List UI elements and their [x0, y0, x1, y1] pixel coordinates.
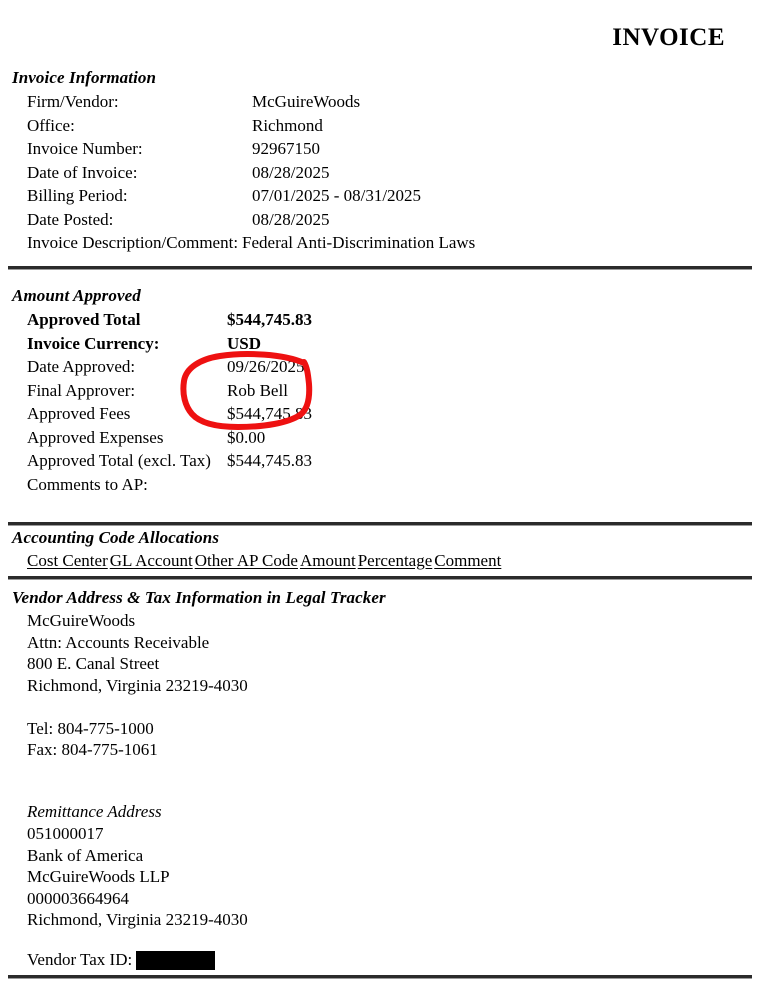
amount-approved-heading: Amount Approved	[12, 286, 141, 305]
column-header-other-ap-code: Other AP Code	[194, 551, 298, 570]
vendor-address-line: 800 E. Canal Street	[27, 654, 160, 673]
field-date-of-invoice-label: Date of Invoice:	[27, 162, 138, 182]
accounting-code-allocations-heading: Accounting Code Allocations	[12, 528, 220, 547]
vendor-address-spacer	[0, 696, 758, 718]
remittance-address-line: McGuireWoods LLP	[27, 867, 170, 886]
field-approved-total	[0, 308, 758, 332]
field-approved-total-excl-tax-value: $544,745.83	[227, 451, 312, 470]
column-header-comment: Comment	[434, 551, 502, 570]
vendor-fax: Fax: 804-775-1061	[27, 740, 158, 759]
invoice-information-heading: Invoice Information	[12, 68, 157, 87]
field-date-of-invoice	[0, 161, 758, 185]
section-divider-4	[8, 975, 752, 979]
section-divider-1	[8, 266, 752, 270]
field-invoice-description-value: Federal Anti-Discrimination Laws	[242, 233, 476, 252]
field-invoice-description-label: Invoice Description/Comment:	[27, 233, 239, 252]
field-invoice-currency-label: Invoice Currency:	[27, 333, 160, 353]
vendor-tax-id-label: Vendor Tax ID:	[27, 950, 133, 969]
field-approved-expenses-value: $0.00	[227, 427, 266, 447]
field-billing-period	[0, 184, 758, 208]
field-final-approver-label: Final Approver:	[27, 380, 136, 400]
field-date-approved	[0, 355, 758, 379]
field-invoice-description	[0, 231, 758, 255]
accounting-code-allocations-section	[0, 528, 758, 572]
field-office	[0, 114, 758, 138]
remittance-address-line: Richmond, Virginia 23219-4030	[27, 910, 248, 929]
field-invoice-number	[0, 137, 758, 161]
field-approved-total-label: Approved Total	[27, 310, 141, 329]
field-invoice-currency-value: USD	[227, 333, 262, 353]
field-date-of-invoice-value: 08/28/2025	[252, 162, 330, 182]
invoice-information-section	[0, 68, 758, 255]
field-approved-total-value: $544,745.83	[227, 310, 312, 329]
field-approved-fees-label: Approved Fees	[27, 404, 131, 423]
vendor-tax-id-row	[0, 950, 758, 970]
remittance-address-heading: Remittance Address	[27, 802, 162, 821]
page-title: INVOICE	[612, 24, 725, 51]
field-firm-vendor	[0, 90, 758, 114]
vendor-address-line: Attn: Accounts Receivable	[27, 632, 210, 652]
remittance-address-section	[0, 801, 758, 931]
field-date-posted	[0, 208, 758, 232]
column-header-cost-center: Cost Center	[27, 551, 108, 570]
remittance-address-line: 051000017	[27, 824, 104, 843]
field-date-posted-label: Date Posted:	[27, 209, 114, 229]
column-header-amount: Amount	[299, 551, 356, 570]
field-approved-total-excl-tax-label: Approved Total (excl. Tax)	[27, 451, 211, 470]
section-divider-2	[8, 522, 752, 526]
amount-approved-section	[0, 286, 758, 496]
field-date-posted-value: 08/28/2025	[252, 209, 330, 229]
column-header-percentage: Percentage	[357, 551, 433, 570]
field-invoice-currency	[0, 332, 758, 356]
field-date-approved-label: Date Approved:	[27, 357, 136, 376]
vendor-address-line: Richmond, Virginia 23219-4030	[27, 675, 248, 695]
field-final-approver	[0, 379, 758, 403]
vendor-address-heading: Vendor Address & Tax Information in Legal Tracker	[12, 588, 386, 607]
field-approved-fees-value: $544,745.83	[227, 404, 312, 423]
field-invoice-number-value: 92967150	[252, 139, 320, 158]
vendor-tax-id-redaction-bar	[136, 951, 215, 970]
field-billing-period-value: 07/01/2025 - 08/31/2025	[252, 186, 422, 205]
field-billing-period-label: Billing Period:	[27, 186, 128, 205]
remittance-address-line: 000003664964	[27, 888, 129, 908]
field-approved-expenses-label: Approved Expenses	[27, 427, 164, 447]
accounting-table-header-row	[0, 550, 758, 572]
vendor-telephone: Tel: 804-775-1000	[27, 718, 154, 738]
vendor-address-section	[0, 588, 758, 761]
vendor-tax-id-section	[0, 950, 758, 970]
field-comments-to-ap	[0, 473, 758, 497]
field-invoice-number-label: Invoice Number:	[27, 139, 143, 158]
field-final-approver-value: Rob Bell	[227, 380, 288, 400]
field-approved-fees	[0, 402, 758, 426]
field-comments-to-ap-label: Comments to AP:	[27, 474, 148, 494]
field-approved-expenses	[0, 426, 758, 450]
field-office-label: Office:	[27, 115, 75, 135]
field-firm-vendor-label: Firm/Vendor:	[27, 92, 119, 111]
field-approved-total-excl-tax	[0, 449, 758, 473]
column-header-gl-account: GL Account	[109, 551, 193, 570]
field-date-approved-value: 09/26/2025	[227, 357, 305, 376]
section-divider-3	[8, 576, 752, 580]
remittance-address-line: Bank of America	[27, 845, 144, 865]
vendor-address-line: McGuireWoods	[27, 611, 136, 630]
field-firm-vendor-value: McGuireWoods	[252, 92, 361, 111]
field-office-value: Richmond	[252, 115, 323, 135]
